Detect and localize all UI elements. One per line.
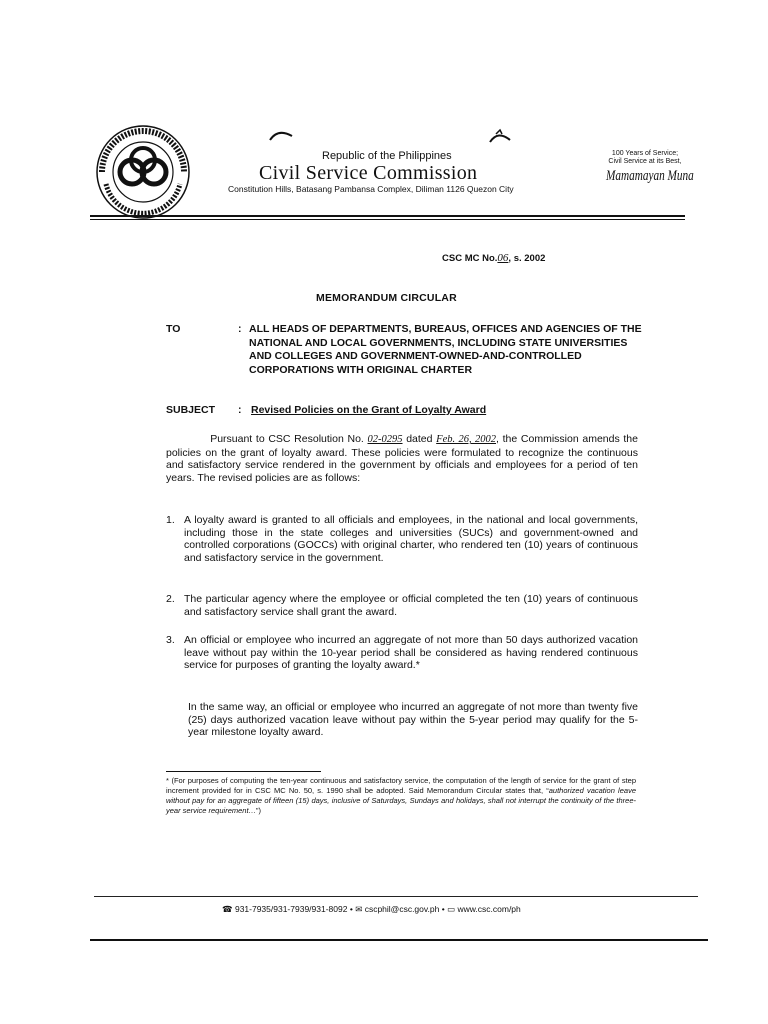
bird-ornament-icon (268, 128, 294, 144)
agency-address: Constitution Hills, Batasang Pambansa Complex, Diliman 1126 Quezon City (228, 184, 514, 194)
bird-ornament-icon (486, 128, 514, 146)
header-rule (90, 219, 685, 220)
footer-rule (90, 939, 708, 941)
resolution-number: 02-0295 (367, 434, 403, 445)
policy-item: A loyalty award is granted to all officials and employees, in the national and local governments, including those in the state colleges and universities (SUCs) and government-owned and controlled corporations (GOCCs) with original charter, who rendered ten (10) years of continuous and satisfactory service in the government. (184, 514, 638, 564)
contact-line: ☎ 931-7935/931-7939/931-8092 • ✉ cscphil@csc.gov.ph • ▭ www.csc.com/ph (222, 904, 521, 914)
policy-item: The particular agency where the employee or official completed the ten (10) years of continuous and satisfactory service shall grant the award. (184, 593, 638, 618)
subject-text: Revised Policies on the Grant of Loyalty Award (251, 404, 487, 416)
footnote-rule (166, 771, 321, 772)
email-icon: ✉ (355, 904, 363, 914)
memo-number-handwritten: 06 (497, 252, 509, 264)
footnote: * (For purposes of computing the ten-year continuous and satisfactory service, the computation of the length of service for the grant of step increment provided for in CSC MC No. 50, s. 1990 shall be adopted. Said Memorandum Circular states that, “authorized vacation leave without pay for an aggregate of fifteen (15) days, inclusive of Saturdays, Sundays and holidays, shall not interrupt the continuity of the three-year service requirement…”) (166, 776, 636, 815)
to-colon: : (238, 323, 242, 335)
computer-icon: ▭ (447, 904, 456, 914)
motto: Mamamayan Muna (606, 168, 694, 184)
item-number: 3. (166, 634, 175, 646)
to-label: TO (166, 323, 181, 335)
resolution-date: Feb. 26, 2002 (436, 434, 497, 445)
intro-paragraph: Pursuant to CSC Resolution No. 02-0295 dated Feb. 26, 2002, the Commission amends the policies on the grant of loyalty award. These policies were formulated to recognize the continuous and satisfactory service rendered in the government by officials and employees for a period of ten years. The revised policies are as follows: (166, 433, 638, 484)
memo-number: CSC MC No.06, s. 2002 (442, 252, 546, 264)
website-link: www.csc.com/ph (457, 904, 521, 914)
item-number: 1. (166, 514, 175, 526)
header-rule (90, 215, 685, 217)
policy-followup: In the same way, an official or employee who incurred an aggregate of not more than twenty five (25) days authorized vacation leave without pay within the 5-year period may qualify for the 5-year milestone loyalty award. (188, 701, 638, 738)
republic-line: Republic of the Philippines (322, 150, 452, 162)
policy-item: An official or employee who incurred an aggregate of not more than 50 days authorized vacation leave without pay within the 10-year period shall be considered as having rendered continuous service for purposes of granting the loyalty award.* (184, 634, 638, 671)
subject-colon: : (238, 404, 242, 416)
document-title: MEMORANDUM CIRCULAR (316, 292, 457, 304)
footer-rule (94, 896, 698, 897)
csc-seal-logo (88, 122, 198, 222)
agency-name: Civil Service Commission (259, 162, 478, 184)
phone-numbers: 931-7935/931-7939/931-8092 (234, 904, 348, 914)
subject-label: SUBJECT (166, 404, 216, 416)
centennial-tagline: 100 Years of Service; Civil Service at its Best, (608, 150, 682, 165)
to-recipients: ALL HEADS OF DEPARTMENTS, BUREAUS, OFFICES AND AGENCIES OF THE NATIONAL AND LOCAL GOVERNMENTS, INCLUDING STATE UNIVERSITIES AND COLLEGES AND GOVERNMENT-OWNED-AND-CONTROLLED CORPORATIONS WITH ORIGINAL CHARTER (249, 323, 642, 376)
email-address: cscphil@csc.gov.ph (364, 904, 440, 914)
item-number: 2. (166, 593, 175, 605)
phone-icon: ☎ (222, 904, 233, 914)
